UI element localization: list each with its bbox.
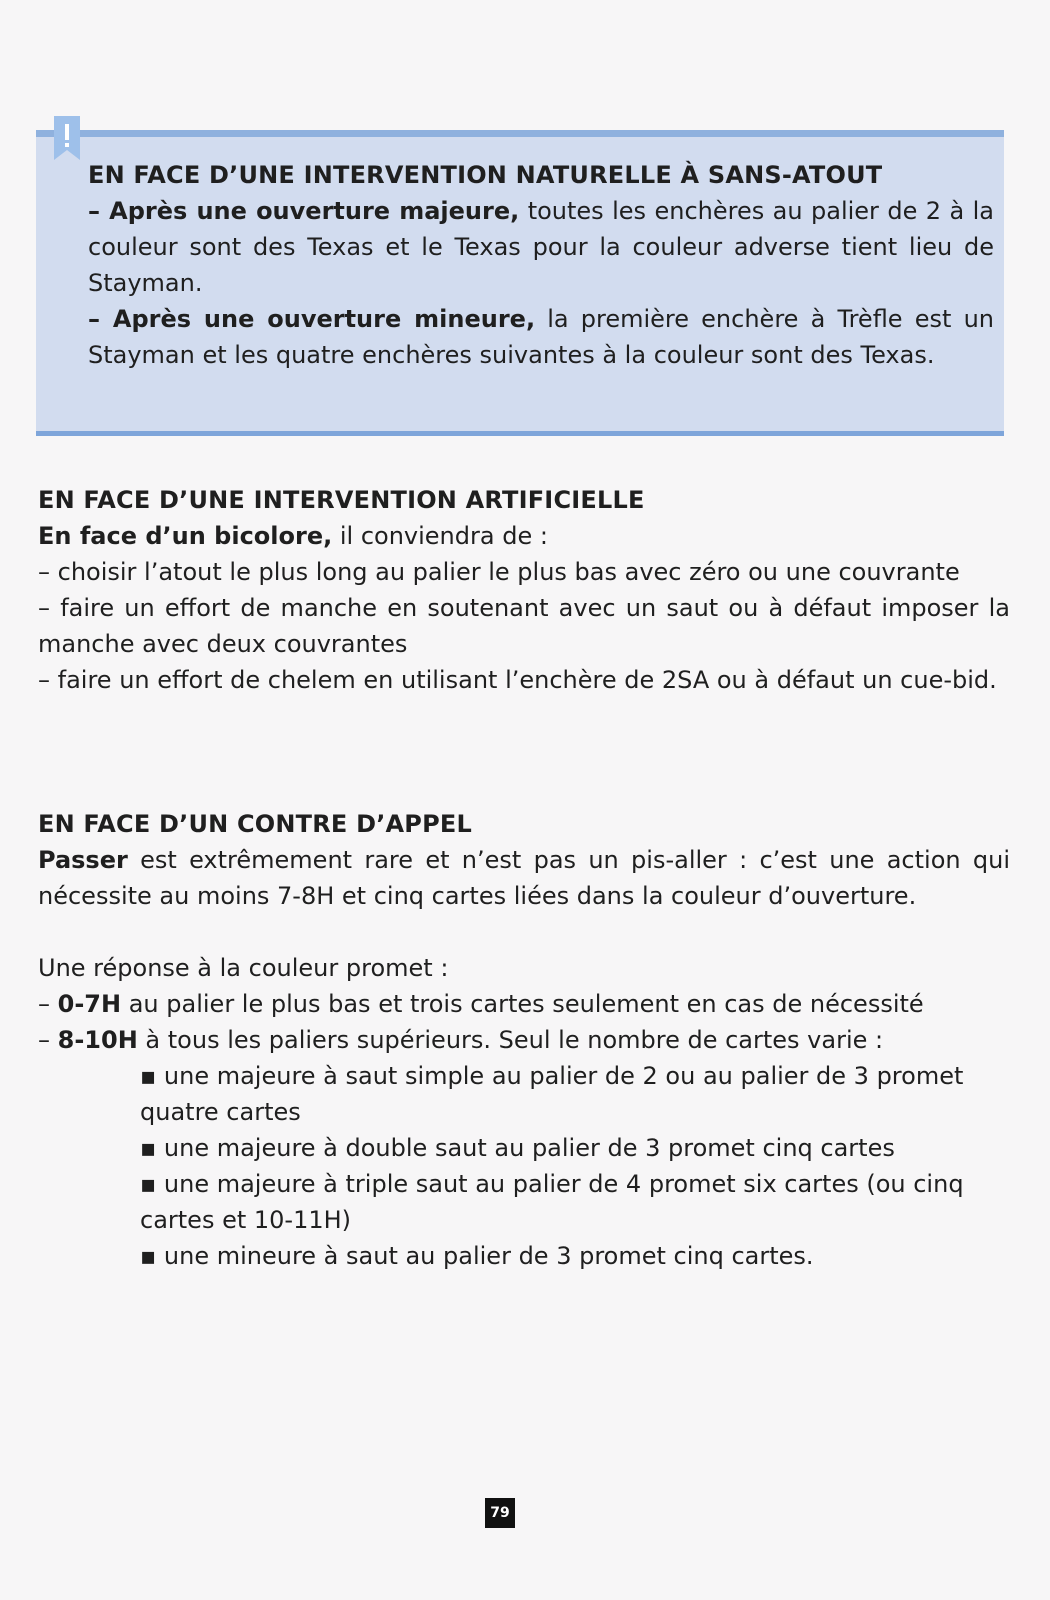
artificielle-intro-bold: En face d’un bicolore, [38, 522, 333, 550]
contre-reponse-2 [38, 1022, 1010, 1058]
sub-list-item: ▪ une majeure à double saut au palier de 3 promet cinq cartes [140, 1134, 895, 1162]
note-p1-bold: – Après une ouverture majeure, [88, 197, 520, 225]
note-paragraph-mineure [88, 301, 994, 373]
note-paragraph-majeure [88, 193, 994, 301]
list-item: – choisir l’atout le plus long au palier le plus bas avec zéro ou une couvrante [38, 558, 960, 586]
artificielle-intro-text: il conviendra de : [332, 522, 548, 550]
contre-passer-paragraph [38, 842, 1010, 914]
section-artificielle [38, 482, 1010, 698]
contre-passer-bold: Passer [38, 846, 128, 874]
contre-r2-text: à tous les paliers supérieurs. Seul le nombre de cartes varie : [137, 1026, 884, 1054]
exclamation-bookmark-icon [52, 116, 82, 162]
dash: – [38, 1026, 58, 1054]
dash: – [38, 990, 58, 1018]
page-number: 79 [485, 1498, 515, 1528]
artificielle-intro [38, 518, 1010, 554]
list-item: – faire un effort de chelem en utilisant l’enchère de 2SA ou à défaut un cue-bid. [38, 666, 997, 694]
artificielle-title: EN FACE D’UNE INTERVENTION ARTIFICIELLE [38, 486, 645, 514]
contre-r2-bold: 8-10H [57, 1026, 138, 1054]
sub-list-item: ▪ une majeure à triple saut au palier de 4 promet six cartes (ou cinq cartes et 10-11H) [140, 1170, 964, 1234]
note-p1-text: toutes les enchères au palier de 2 à la couleur sont des Texas et le Texas pour la couleur adverse tient lieu de Stayman. [88, 197, 994, 297]
contre-title: EN FACE D’UN CONTRE D’APPEL [38, 810, 472, 838]
list-item: – faire un effort de manche en soutenant avec un saut ou à défaut imposer la manche avec deux couvrantes [38, 594, 1010, 658]
sub-list-item: ▪ une mineure à saut au palier de 3 promet cinq cartes. [140, 1242, 814, 1270]
contre-reponse-1 [38, 986, 1010, 1022]
note-content [88, 157, 994, 373]
contre-r1-text: au palier le plus bas et trois cartes seulement en cas de nécessité [121, 990, 924, 1018]
note-title: EN FACE D’UNE INTERVENTION NATURELLE À SANS-ATOUT [88, 161, 883, 189]
contre-reponse-intro: Une réponse à la couleur promet : [38, 954, 449, 982]
sub-list-item: ▪ une majeure à saut simple au palier de 2 ou au palier de 3 promet quatre cartes [140, 1062, 964, 1126]
note-p2-bold: – Après une ouverture mineure, [88, 305, 536, 333]
contre-r1-bold: 0-7H [57, 990, 122, 1018]
paragraph-spacer [38, 914, 1010, 950]
contre-passer-text: est extrêmement rare et n’est pas un pis-aller : c’est une action qui nécessite au moins 7-8H et cinq cartes liées dans la couleur d’ouverture. [38, 846, 1010, 910]
section-contre-appel [38, 806, 1010, 1274]
note-p2-text: la première enchère à Trèfle est un Stayman et les quatre enchères suivantes à la couleur sont des Texas. [88, 305, 994, 369]
